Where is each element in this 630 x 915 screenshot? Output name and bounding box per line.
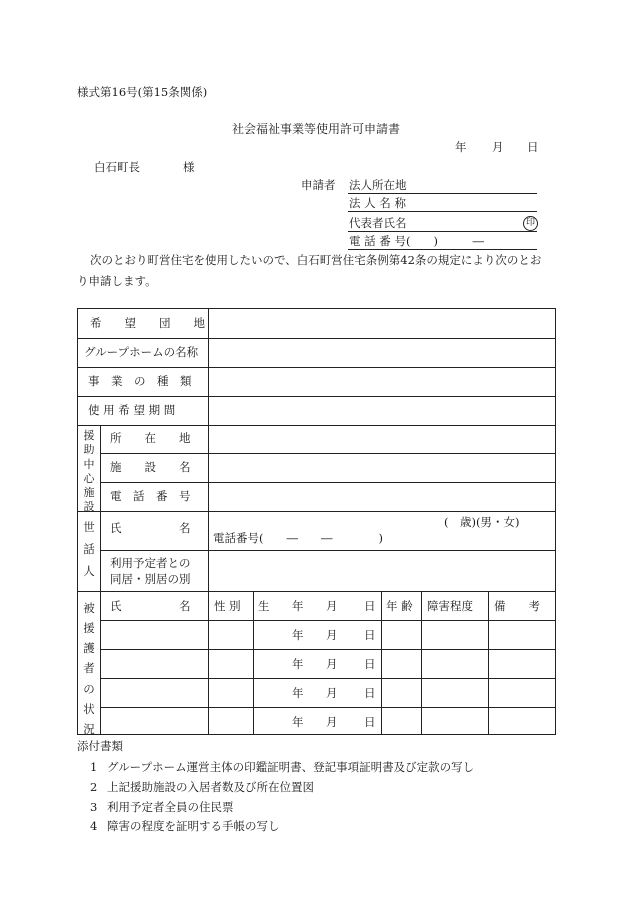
row-date-month: 月: [326, 686, 338, 700]
table-rule: [78, 591, 556, 592]
date-day: 日: [527, 140, 539, 154]
table-rule: [253, 591, 254, 735]
col-birth-header: 日: [364, 599, 376, 613]
table-rule: [78, 511, 556, 512]
facility-group-label: 援助中心施設: [83, 429, 95, 514]
desired-complex-label: 希 望 団 地: [90, 316, 205, 330]
row-date-day: 日: [364, 628, 376, 642]
caretaker-group-label: 世話人: [83, 520, 95, 578]
attachment-num: 3: [90, 800, 98, 814]
caretaker-name-label: 氏 名: [110, 521, 191, 535]
desired-period-label: 使 用 希 望 期 間: [88, 403, 176, 417]
row-date-month: 月: [326, 715, 338, 729]
applicant-label: 申請者: [301, 178, 336, 192]
row-date-year: 年: [292, 628, 304, 642]
applicant-phone-label: 電 話 番 号( ) ―: [349, 234, 484, 248]
applicant-corp-name-label: 法 人 名 称: [349, 196, 406, 210]
attachment-num: 4: [90, 819, 98, 833]
facility-address-label: 所 在 地: [110, 431, 191, 445]
attachments-heading: 添付書類: [77, 739, 123, 753]
col-remarks-header: 備 考: [494, 599, 540, 613]
table-rule: [100, 550, 556, 551]
page-title: 社会福祉事業等使用許可申請書: [232, 122, 401, 136]
body-text-line1: 次のとおり町営住宅を使用したいので、白石町営住宅条例第42条の規定により次のとお: [90, 253, 542, 267]
caretaker-phone-field: 電話番号( ― ― ): [213, 531, 383, 545]
table-rule: [488, 591, 489, 735]
table-rule: [421, 591, 422, 735]
col-disability-header: 障害程度: [427, 599, 473, 613]
attachment-num: 1: [90, 760, 98, 774]
date-year: 年: [455, 140, 467, 154]
row-date-month: 月: [326, 657, 338, 671]
applicant-corp-name-line: [348, 211, 537, 212]
applicant-address-label: 法人所在地: [349, 178, 407, 192]
facility-name-label: 施 設 名: [110, 460, 191, 474]
col-sex-header: 性 別: [214, 599, 241, 613]
recipient-honorific: 様: [183, 160, 195, 174]
table-rule: [100, 482, 556, 483]
group-home-name-label: グループホームの名称: [84, 345, 199, 359]
applicant-representative-line: [348, 231, 537, 232]
table-rule: [100, 425, 101, 735]
col-birth-header: 生: [258, 599, 270, 613]
table-rule: [78, 367, 556, 368]
row-date-month: 月: [326, 628, 338, 642]
recipient-name: 白石町長: [94, 160, 140, 174]
table-rule: [100, 453, 556, 454]
seal-mark: 印: [523, 216, 538, 231]
row-date-day: 日: [364, 715, 376, 729]
table-rule: [78, 396, 556, 397]
application-table: [77, 308, 556, 735]
form-number: 様式第16号(第15条関係): [77, 85, 208, 99]
row-date-year: 年: [292, 686, 304, 700]
row-date-year: 年: [292, 657, 304, 671]
table-rule: [208, 309, 209, 591]
applicant-phone-line: [348, 249, 537, 250]
attachment-text: 上記援助施設の入居者数及び所在位置図: [107, 780, 314, 794]
cohabit-label-line1: 利用予定者との: [110, 556, 191, 570]
applicant-address-line: [348, 193, 537, 194]
row-date-day: 日: [364, 657, 376, 671]
attachment-text: 障害の程度を証明する手帳の写し: [107, 819, 280, 833]
age-sex-field: ( 歳)(男・女): [444, 515, 520, 529]
col-name-header: 氏 名: [110, 599, 191, 613]
body-text-line2: り申請します。: [77, 274, 157, 288]
business-type-label: 事 業 の 種 類: [88, 374, 192, 388]
attachment-text: 利用予定者全員の住民票: [107, 800, 234, 814]
date-month: 月: [492, 140, 504, 154]
table-rule: [381, 591, 382, 735]
cohabit-label-line2: 同居・別居の別: [110, 572, 191, 586]
facility-phone-label: 電 話 番 号: [110, 489, 191, 503]
attachment-num: 2: [90, 780, 98, 794]
row-date-day: 日: [364, 686, 376, 700]
table-rule: [208, 591, 209, 735]
col-birth-header: 月: [326, 599, 338, 613]
attachment-text: グループホーム運営主体の印鑑証明書、登記事項証明書及び定款の写し: [107, 760, 475, 774]
row-date-year: 年: [292, 715, 304, 729]
table-rule: [78, 338, 556, 339]
applicant-representative-label: 代表者氏名: [349, 216, 407, 230]
protected-group-label: 被援護者の状況: [83, 601, 95, 736]
col-birth-header: 年: [292, 599, 304, 613]
table-rule: [78, 425, 556, 426]
col-age-header: 年 齢: [386, 599, 413, 613]
